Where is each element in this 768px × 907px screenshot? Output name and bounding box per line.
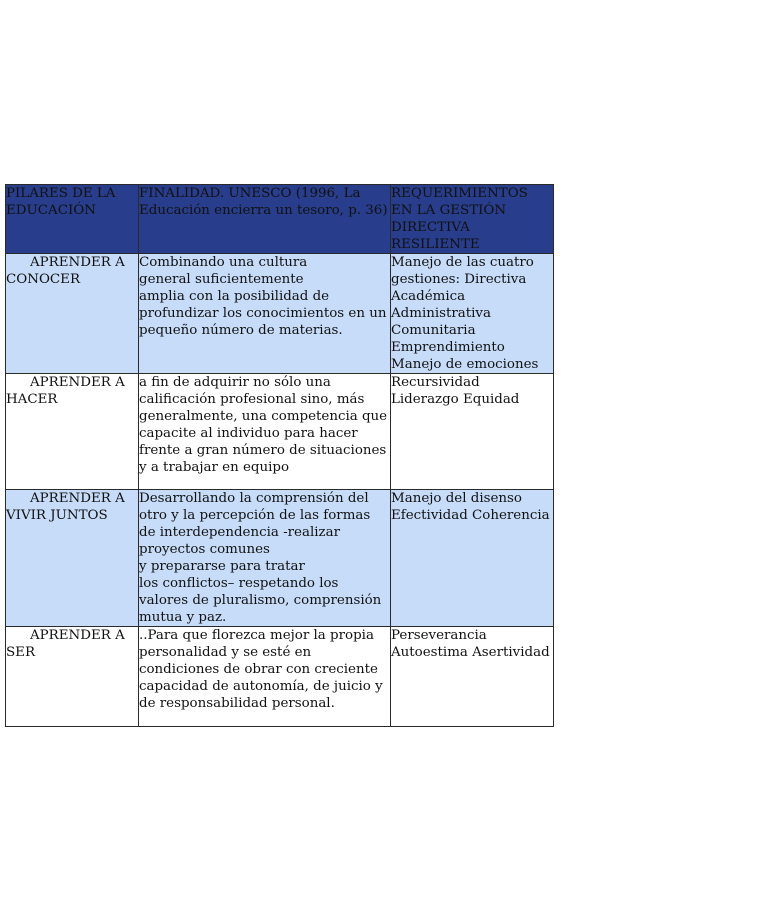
pillars-table (5, 184, 554, 727)
requerimientos-cell: Perseverancia Autoestima Asertividad (391, 627, 554, 727)
requerimientos-cell: Recursividad Liderazgo Equidad (391, 374, 554, 490)
header-requerimientos: REQUERIMIENTOS EN LA GESTIÓN DIRECTIVA RESILIENTE (391, 185, 554, 254)
finalidad-cell: ..Para que florezca mejor la propia personalidad y se esté en condiciones de obrar con creciente capacidad de autonomía, de juicio y de responsabilidad personal. (139, 627, 391, 727)
header-pilares: PILARES DE LA EDUCACIÓN (6, 185, 139, 254)
requerimientos-cell: Manejo de las cuatro gestiones: Directiva Académica Administrativa Comunitaria Emprendimiento Manejo de emociones (391, 254, 554, 374)
pilar-text: APRENDER A SER (6, 628, 125, 660)
pilar-text: APRENDER A HACER (6, 375, 125, 407)
finalidad-cell: Desarrollando la comprensión del otro y la percepción de las formas de interdependencia -realizar proyectos comunes y prepararse para tratar los conflictos– respetando los valores de pluralismo, comprensión mutua y paz. (139, 490, 391, 627)
pilar-cell (6, 490, 139, 627)
pilar-cell (6, 254, 139, 374)
finalidad-cell: a fin de adquirir no sólo una calificación profesional sino, más generalmente, una competencia que capacite al individuo para hacer frente a gran número de situaciones y a trabajar en equipo (139, 374, 391, 490)
header-finalidad: FINALIDAD. UNESCO (1996, La Educación encierra un tesoro, p. 36) (139, 185, 391, 254)
finalidad-cell: Combinando una cultura general suficientemente amplia con la posibilidad de profundizar los conocimientos en un pequeño número de materias. (139, 254, 391, 374)
table-row (6, 374, 554, 490)
pilar-text: APRENDER A VIVIR JUNTOS (6, 491, 125, 523)
requerimientos-cell: Manejo del disenso Efectividad Coherencia (391, 490, 554, 627)
pilar-cell (6, 374, 139, 490)
pilar-text: APRENDER A CONOCER (6, 255, 125, 287)
table-row (6, 254, 554, 374)
pilar-cell (6, 627, 139, 727)
header-row (6, 185, 554, 254)
table-row (6, 490, 554, 627)
table-row (6, 627, 554, 727)
